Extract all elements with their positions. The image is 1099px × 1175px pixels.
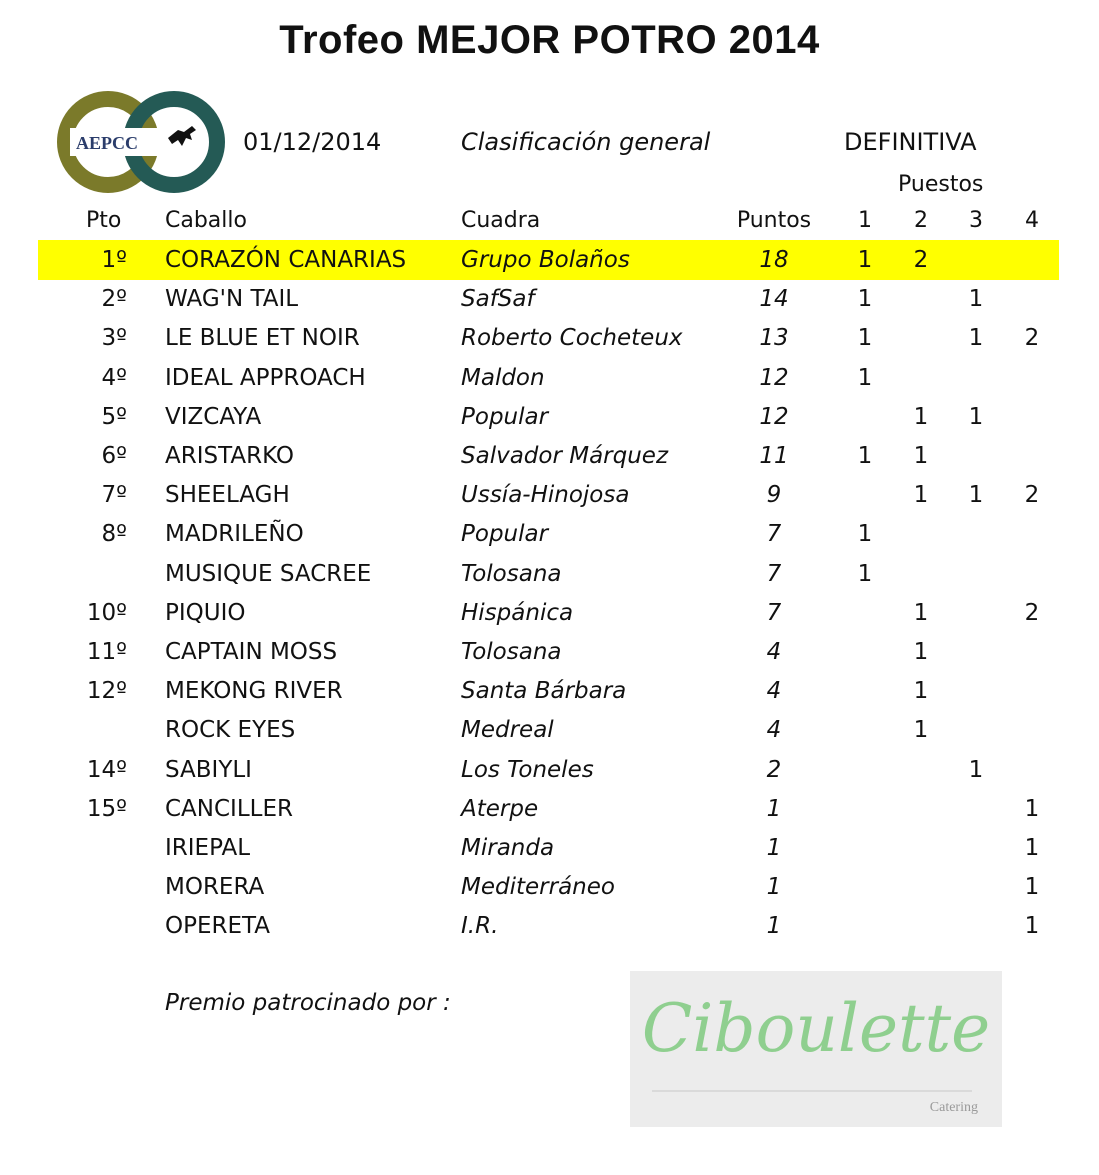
row-points: 4 bbox=[766, 678, 782, 705]
table-row bbox=[0, 280, 1099, 319]
row-horse: OPERETA bbox=[165, 913, 271, 940]
row-stable: Tolosana bbox=[461, 560, 562, 587]
column-caballo: Caballo bbox=[165, 208, 247, 233]
column-puntos: Puntos bbox=[736, 208, 812, 233]
table-row bbox=[0, 594, 1099, 633]
row-horse: CORAZÓN CANARIAS bbox=[165, 247, 407, 273]
positions-label: Puestos bbox=[898, 172, 984, 197]
row-points: 12 bbox=[759, 364, 789, 391]
row-place-4: 1 bbox=[1024, 835, 1040, 861]
row-stable: Ussía-Hinojosa bbox=[461, 482, 630, 509]
row-place-1: 1 bbox=[857, 521, 873, 548]
row-horse: MUSIQUE SACREE bbox=[165, 560, 372, 587]
row-horse: MORERA bbox=[165, 874, 265, 901]
row-place-1: 1 bbox=[857, 325, 873, 352]
row-place-2: 2 bbox=[913, 247, 929, 273]
report-date: 01/12/2014 bbox=[243, 128, 382, 156]
row-horse: ROCK EYES bbox=[165, 717, 296, 744]
row-position: 15º bbox=[86, 795, 127, 822]
column-cuadra: Cuadra bbox=[461, 208, 541, 233]
row-points: 7 bbox=[766, 599, 782, 626]
row-points: 4 bbox=[766, 639, 782, 665]
row-position: 7º bbox=[101, 482, 127, 509]
row-stable: Santa Bárbara bbox=[461, 678, 627, 705]
aepcc-logo bbox=[48, 90, 228, 194]
table-row bbox=[0, 711, 1099, 750]
sponsor-name: Ciboulette bbox=[641, 990, 991, 1067]
column-p3: 3 bbox=[969, 208, 983, 233]
row-place-2: 1 bbox=[913, 403, 929, 430]
row-horse: CANCILLER bbox=[165, 795, 293, 822]
row-horse: MEKONG RIVER bbox=[165, 678, 343, 705]
sponsor-label: Premio patrocinado por : bbox=[165, 990, 451, 1016]
row-position: 2º bbox=[101, 286, 127, 313]
row-points: 7 bbox=[766, 560, 782, 587]
column-p1: 1 bbox=[858, 208, 872, 233]
table-row bbox=[0, 907, 1099, 946]
row-stable: Tolosana bbox=[461, 639, 562, 665]
row-stable: SafSaf bbox=[461, 286, 535, 313]
row-horse: IDEAL APPROACH bbox=[165, 364, 366, 391]
row-horse: MADRILEÑO bbox=[165, 521, 304, 548]
row-stable: Popular bbox=[461, 403, 549, 430]
row-points: 18 bbox=[759, 247, 789, 273]
table-row bbox=[0, 359, 1099, 398]
row-stable: Hispánica bbox=[461, 599, 574, 626]
row-points: 4 bbox=[766, 717, 782, 744]
row-stable: Maldon bbox=[461, 364, 545, 391]
row-horse: CAPTAIN MOSS bbox=[165, 639, 338, 665]
row-points: 11 bbox=[759, 443, 789, 469]
status-label: DEFINITIVA bbox=[844, 128, 977, 156]
row-position: 6º bbox=[101, 443, 127, 469]
row-place-2: 1 bbox=[913, 639, 929, 665]
row-position: 8º bbox=[101, 521, 127, 548]
row-place-4: 2 bbox=[1024, 482, 1040, 509]
classification-label: Clasificación general bbox=[461, 128, 711, 156]
row-position: 14º bbox=[86, 756, 127, 783]
table-row bbox=[0, 555, 1099, 594]
row-horse: VIZCAYA bbox=[165, 403, 262, 430]
row-position: 12º bbox=[86, 678, 127, 705]
sponsor-logo bbox=[630, 971, 1002, 1127]
row-horse: WAG'N TAIL bbox=[165, 286, 299, 313]
row-points: 9 bbox=[766, 482, 782, 509]
table-row bbox=[0, 515, 1099, 554]
column-p2: 2 bbox=[914, 208, 928, 233]
table-row bbox=[0, 633, 1099, 672]
row-stable: Mediterráneo bbox=[461, 874, 615, 901]
row-stable: Roberto Cocheteux bbox=[461, 325, 683, 352]
row-points: 13 bbox=[759, 325, 789, 352]
column-pto: Pto bbox=[86, 208, 122, 233]
row-place-1: 1 bbox=[857, 247, 873, 273]
row-stable: I.R. bbox=[461, 913, 499, 940]
row-place-1: 1 bbox=[857, 364, 873, 391]
row-stable: Aterpe bbox=[461, 795, 539, 822]
row-place-4: 1 bbox=[1024, 795, 1040, 822]
row-place-4: 1 bbox=[1024, 913, 1040, 940]
table-row bbox=[0, 829, 1099, 868]
row-horse: SABIYLI bbox=[165, 756, 252, 783]
row-place-2: 1 bbox=[913, 482, 929, 509]
row-place-1: 1 bbox=[857, 286, 873, 313]
row-place-2: 1 bbox=[913, 717, 929, 744]
row-horse: IRIEPAL bbox=[165, 835, 251, 861]
page-title: Trofeo MEJOR POTRO 2014 bbox=[279, 18, 820, 62]
row-place-2: 1 bbox=[913, 678, 929, 705]
row-place-3: 1 bbox=[968, 325, 984, 352]
row-points: 1 bbox=[766, 835, 782, 861]
row-place-3: 1 bbox=[968, 286, 984, 313]
row-horse: PIQUIO bbox=[165, 599, 246, 626]
table-row bbox=[0, 672, 1099, 711]
table-row bbox=[0, 476, 1099, 515]
row-place-2: 1 bbox=[913, 443, 929, 469]
row-position: 4º bbox=[101, 364, 127, 391]
row-points: 1 bbox=[766, 874, 782, 901]
row-place-4: 2 bbox=[1024, 325, 1040, 352]
row-place-3: 1 bbox=[968, 403, 984, 430]
row-place-3: 1 bbox=[968, 482, 984, 509]
row-position: 1º bbox=[101, 247, 127, 273]
logo-text: AEPCC bbox=[76, 133, 138, 153]
row-points: 12 bbox=[759, 403, 789, 430]
row-stable: Los Toneles bbox=[461, 756, 594, 783]
row-points: 14 bbox=[759, 286, 789, 313]
table-row bbox=[0, 241, 1099, 280]
row-stable: Miranda bbox=[461, 835, 555, 861]
row-position: 10º bbox=[86, 599, 127, 626]
row-place-1: 1 bbox=[857, 560, 873, 587]
row-stable: Grupo Bolaños bbox=[461, 247, 630, 273]
table-row bbox=[0, 868, 1099, 907]
table-row bbox=[0, 437, 1099, 476]
table-row bbox=[0, 319, 1099, 358]
row-place-2: 1 bbox=[913, 599, 929, 626]
row-horse: SHEELAGH bbox=[165, 482, 290, 509]
row-points: 1 bbox=[766, 795, 782, 822]
row-place-1: 1 bbox=[857, 443, 873, 469]
table-row bbox=[0, 790, 1099, 829]
row-place-4: 2 bbox=[1024, 599, 1040, 626]
row-stable: Medreal bbox=[461, 717, 554, 744]
row-stable: Salvador Márquez bbox=[461, 443, 669, 469]
table-row bbox=[0, 398, 1099, 437]
row-horse: LE BLUE ET NOIR bbox=[165, 325, 360, 352]
row-points: 2 bbox=[766, 756, 782, 783]
row-position: 3º bbox=[101, 325, 127, 352]
row-horse: ARISTARKO bbox=[165, 443, 295, 469]
column-p4: 4 bbox=[1025, 208, 1039, 233]
row-stable: Popular bbox=[461, 521, 549, 548]
row-position: 5º bbox=[101, 403, 127, 430]
table-row bbox=[0, 751, 1099, 790]
sponsor-tagline: Catering bbox=[929, 1100, 978, 1115]
row-points: 1 bbox=[766, 913, 782, 940]
row-place-3: 1 bbox=[968, 756, 984, 783]
row-place-4: 1 bbox=[1024, 874, 1040, 901]
row-points: 7 bbox=[766, 521, 782, 548]
row-position: 11º bbox=[86, 639, 127, 665]
